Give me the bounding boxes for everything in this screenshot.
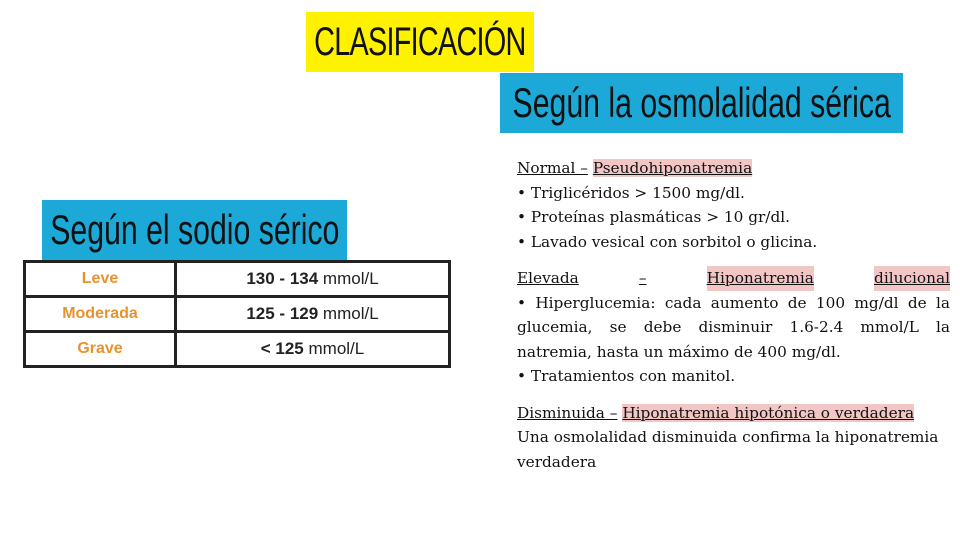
normal-highlight: Pseudohiponatremia bbox=[592, 159, 753, 177]
elevada-highlight-1: Hiponatremia bbox=[707, 266, 814, 291]
list-item: • Hiperglucemia: cada aumento de 100 mg/dl de la glucemia, se debe disminuir 1.6-2.4 mmol/L la natremia, hasta un máximo de 400 mg/dl. bbox=[517, 293, 950, 361]
level-cell: Grave bbox=[25, 332, 176, 367]
osmolalidad-content bbox=[517, 156, 950, 486]
table-row bbox=[25, 332, 450, 367]
sodio-heading: Según el sodio sérico bbox=[42, 200, 347, 260]
elevada-highlight-2: dilucional bbox=[874, 266, 950, 291]
value-cell: 130 - 134 mmol/L bbox=[176, 262, 450, 297]
osmolalidad-heading: Según la osmolalidad sérica bbox=[500, 73, 903, 133]
elevada-heading: Elevada – Hiponatremia dilucional bbox=[517, 266, 950, 291]
normal-section bbox=[517, 156, 950, 254]
table-row bbox=[25, 297, 450, 332]
list-item: • Tratamientos con manitol. bbox=[517, 367, 736, 385]
level-cell: Leve bbox=[25, 262, 176, 297]
disminuida-heading: Disminuida – Hiponatremia hipotónica o verdadera bbox=[517, 403, 915, 422]
disminuida-highlight: Hiponatremia hipotónica o verdadera bbox=[622, 403, 915, 422]
disminuida-section bbox=[517, 401, 950, 475]
table-row bbox=[25, 262, 450, 297]
sodio-table bbox=[23, 260, 451, 368]
page-title: CLASIFICACIÓN bbox=[306, 12, 534, 72]
disminuida-text: Una osmolalidad disminuida confirma la hiponatremia verdadera bbox=[517, 428, 939, 471]
list-item: • Triglicéridos > 1500 mg/dl. bbox=[517, 183, 745, 202]
value-cell: < 125 mmol/L bbox=[176, 332, 450, 367]
value-cell: 125 - 129 mmol/L bbox=[176, 297, 450, 332]
list-item: • Lavado vesical con sorbitol o glicina. bbox=[517, 232, 818, 251]
elevada-section bbox=[517, 266, 950, 389]
level-cell: Moderada bbox=[25, 297, 176, 332]
normal-heading: Normal – Pseudohiponatremia bbox=[517, 159, 753, 177]
list-item: • Proteínas plasmáticas > 10 gr/dl. bbox=[517, 208, 791, 226]
